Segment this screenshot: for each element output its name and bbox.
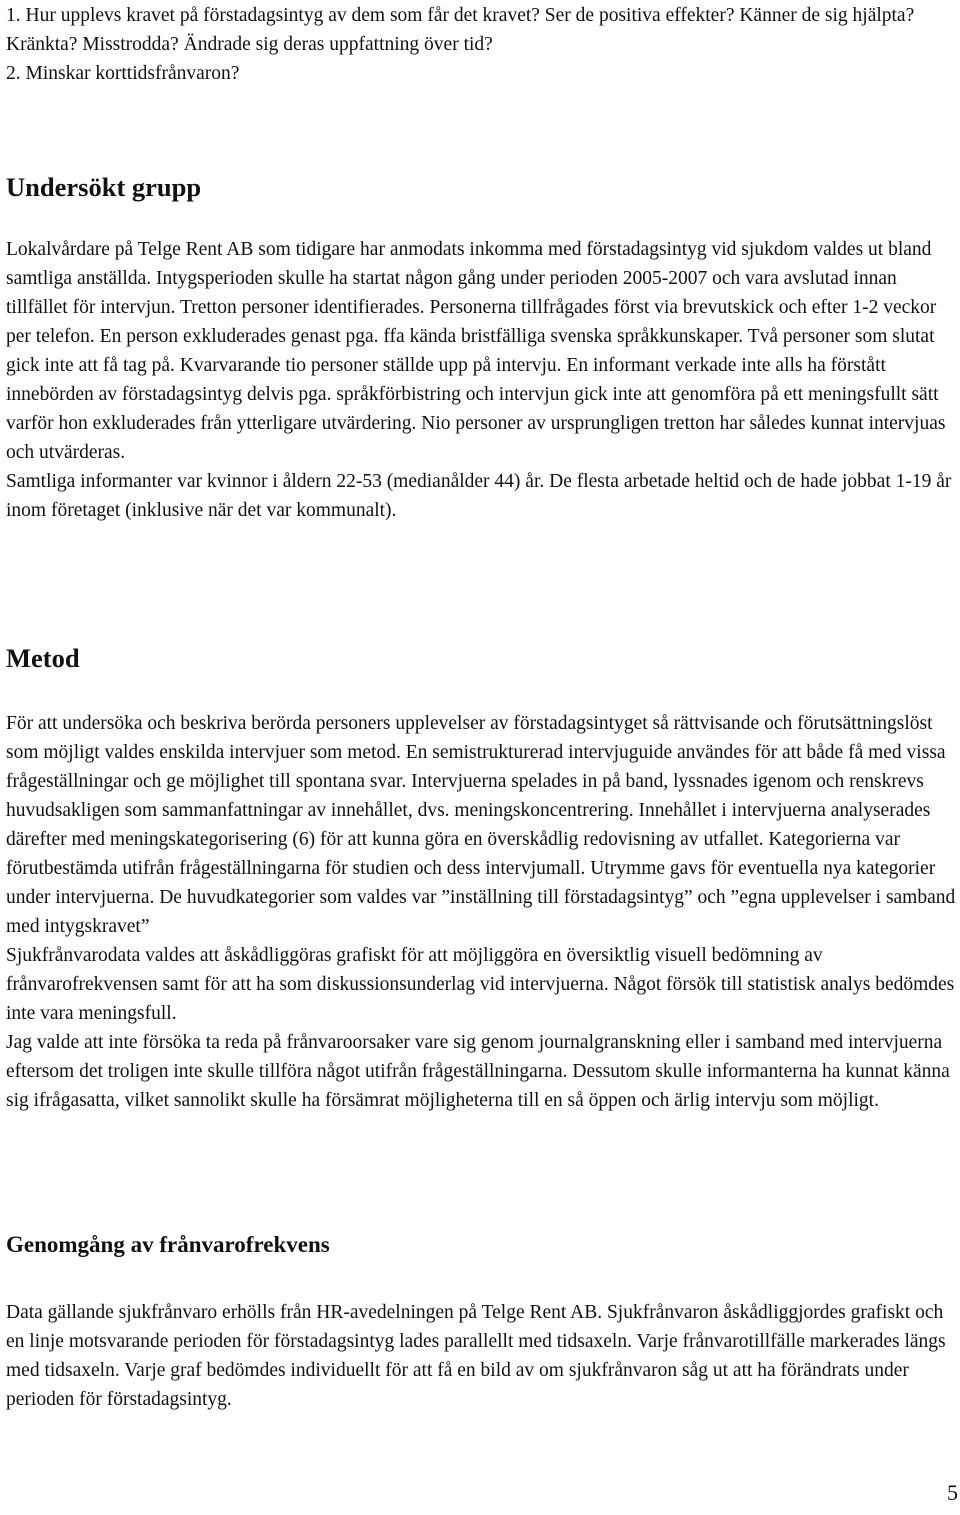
paragraph: Sjukfrånvarodata valdes att åskådliggöras grafiskt för att möjliggöra en översiktlig visuell bedömning av frånvarofrekvensen samt för att ha som diskussionsunderlag vid intervjuerna. Något försök till statistisk analys bedömdes inte vara meningsfull. xyxy=(6,945,955,1024)
paragraph: För att undersöka och beskriva berörda personers upplevelser av förstadagsintyget så rättvisande och förutsättningslöst som möjligt valdes enskilda intervjuer som metod. En semistrukturerad intervjuguide användes för att både få med vissa frågeställningar och ge möjlighet till spontana svar. Intervjuerna spelades in på band, lyssnades igenom och renskrevs huvudsakligen som sammanfattningar av innehållet, dvs. meningskoncentrering. Innehållet i intervjuerna analyserades därefter med meningskategorisering (6) för att kunna göra en överskådlig redovisning av utfallet. Kategorierna var förutbestämda utifrån frågeställningarna för studien och dess intervjumall. Utrymme gavs för eventuella nya kategorier under intervjuerna. De huvudkategorier som valdes var ”inställning till förstadagsintyg” och ”egna upplevelser i samband med intygskravet” xyxy=(6,713,956,937)
section-heading-undersokt-grupp: Undersökt grupp xyxy=(6,172,202,202)
research-question-1: 1. Hur upplevs kravet på förstadagsintyg av dem som får det kravet? Ser de positiva effekter? Känner de sig hjälpta? Kränkta? Misstrodda? Ändrade sig deras uppfattning över tid? xyxy=(6,5,915,55)
research-question-2: 2. Minskar korttidsfrånvaron? xyxy=(6,63,240,84)
paragraph: Samtliga informanter var kvinnor i åldern 22-53 (medianålder 44) år. De flesta arbetade heltid och de hade jobbat 1-19 år inom företaget (inklusive när det var kommunalt). xyxy=(6,471,952,521)
paragraph: Lokalvårdare på Telge Rent AB som tidigare har anmodats inkomma med förstadagsintyg vid sjukdom valdes ut bland samtliga anställda. Intygsperioden skulle ha startat någon gång under perioden 2005-2007 och vara avslutad innan tillfället för intervjun. Tretton personer identifierades. Personerna tillfrågades först via brevutskick och efter 1-2 veckor per telefon. En person exkluderades genast pga. ffa kända bristfälliga svenska språkkunskaper. Två personer som slutat gick inte att få tag på. Kvarvarande tio personer ställde upp på intervju. En informant verkade inte alls ha förstått innebörden av förstadagsintyg delvis pga. språkförbistring och intervjun gick inte att genomföra på ett meningsfullt sätt varför hon exkluderades från ytterligare utvärdering. Nio personer av ursprungligen tretton har således kunnat intervjuas och utvärderas. xyxy=(6,239,946,463)
section-body-genomgang xyxy=(6,1298,956,1414)
paragraph: Data gällande sjukfrånvaro erhölls från HR-avedelningen på Telge Rent AB. Sjukfrånvaron åskådliggjordes grafiskt och en linje motsvarande perioden för förstadagsintyg lades parallellt med tidsaxeln. Varje frånvarotillfälle markerades längs med tidsaxeln. Varje graf bedömdes individuellt för att få en bild av om sjukfrånvaron såg ut att ha förändrats under perioden för förstadagsintyg. xyxy=(6,1302,946,1410)
research-questions xyxy=(6,1,956,88)
section-body-undersokt-grupp xyxy=(6,235,956,525)
section-body-metod xyxy=(6,709,956,1115)
section-heading-genomgang: Genomgång av frånvarofrekvens xyxy=(6,1232,330,1257)
section-heading-metod: Metod xyxy=(6,643,80,673)
paragraph: Jag valde att inte försöka ta reda på frånvaroorsaker vare sig genom journalgranskning eller i samband med intervjuerna eftersom det troligen inte skulle tillföra något utifrån frågeställningarna. Dessutom skulle informanterna ha kunnat känna sig ifrågasatta, vilket sannolikt skulle ha försämrat möjligheterna till en så öppen och ärlig intervju som möjligt. xyxy=(6,1032,950,1111)
page-number: 5 xyxy=(947,1480,958,1505)
